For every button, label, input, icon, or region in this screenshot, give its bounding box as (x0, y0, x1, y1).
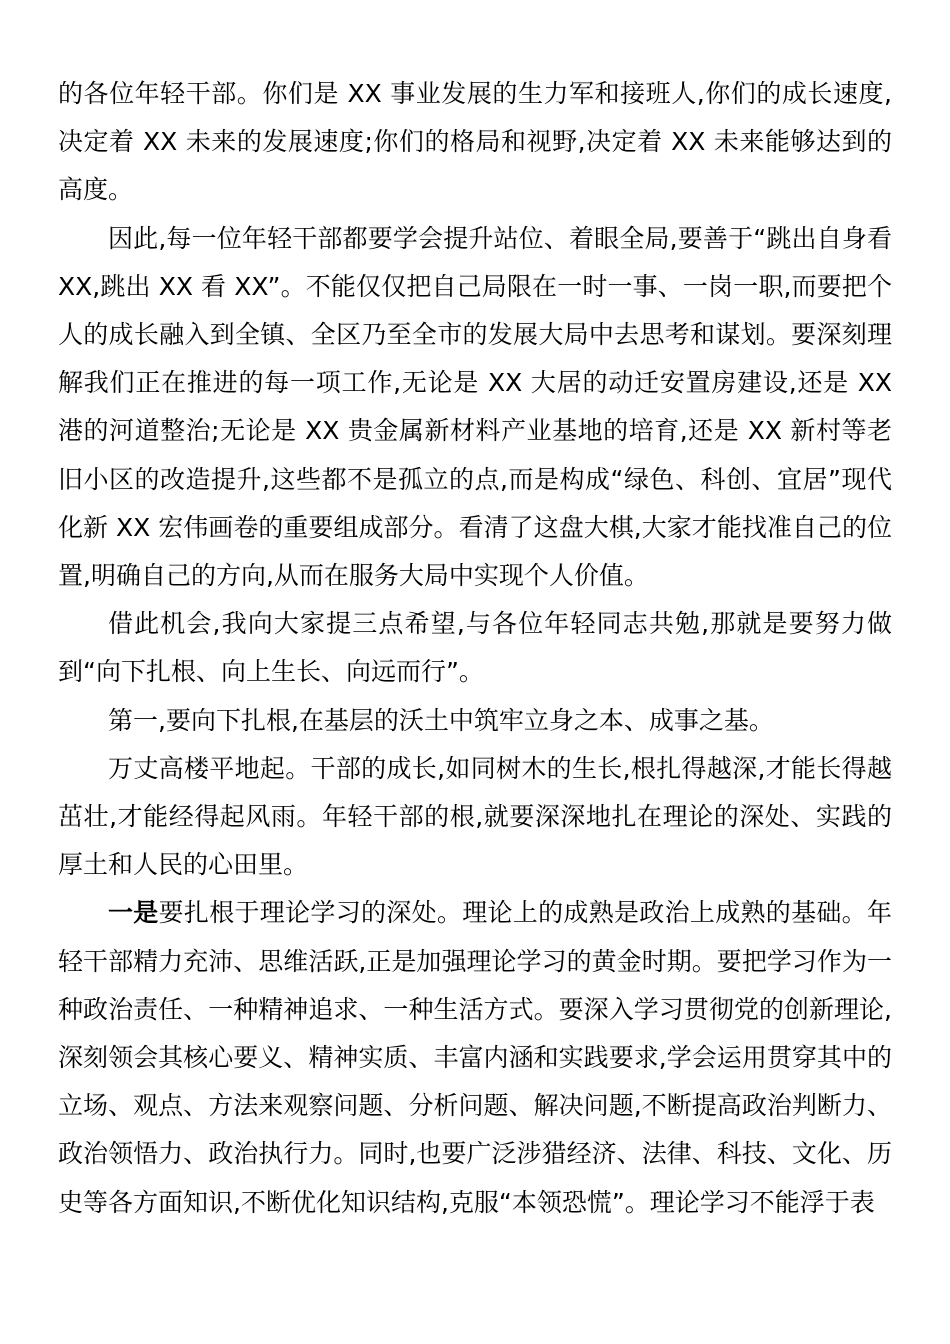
paragraph-1: 的各位年轻干部。你们是 XX 事业发展的生力军和接班人,你们的成长速度,决定着 XX 未来的发展速度;你们的格局和视野,决定着 XX 未来能够达到的高度。 (58, 79, 892, 205)
paragraph-2: 因此,每一位年轻干部都要学会提升站位、着眼全局,要善于“跳出自身看 XX,跳出 XX 看 XX”。不能仅仅把自己局限在一时一事、一岗一职,而要把个人的成长融入到全镇、全区乃至全市的发展大局中去思考和谋划。要深刻理解我们正在推进的每一项工作,无论是 XX 大居的动迁安置房建设,还是 XX 港的河道整治;无论是 XX 贵金属新材料产业基地的培育,还是 XX 新村等老旧小区的改造提升,这些都不是孤立的点,而是构成“绿色、科创、宜居”现代化新 XX 宏伟画卷的重要组成部分。看清了这盘大棋,大家才能找准自己的位置,明确自己的方向,从而在服务大局中实现个人价值。 (58, 223, 892, 591)
paragraph-6-text: 要扎根于理论学习的深处。理论上的成熟是政治上成熟的基础。年轻干部精力充沛、思维活跃,正是加强理论学习的黄金时期。要把学习作为一种政治责任、一种精神追求、一种生活方式。要深入学习贯彻党的创新理论,深刻领会其核心要义、精神实质、丰富内涵和实践要求,学会运用贯穿其中的立场、观点、方法来观察问题、分析问题、解决问题,不断提高政治判断力、政治领悟力、政治执行力。同时,也要广泛涉猎经济、法律、科技、文化、历史等各方面知识,不断优化知识结构,克服“本领恐慌”。理论学习不能浮于表 (58, 898, 892, 1217)
document-page (58, 70, 892, 1227)
paragraph-6 (58, 889, 892, 1226)
paragraph-3: 借此机会,我向大家提三点希望,与各位年轻同志共勉,那就是要努力做到“向下扎根、向上生长、向远而行”。 (58, 609, 892, 687)
section-heading-1: 第一,要向下扎根,在基层的沃土中筑牢立身之本、成事之基。 (108, 705, 774, 735)
paragraph-6-lead: 一是 (108, 898, 159, 928)
paragraph-5: 万丈高楼平地起。干部的成长,如同树木的生长,根扎得越深,才能长得越茁壮,才能经得起风雨。年轻干部的根,就要深深地扎在理论的深处、实践的厚土和人民的心田里。 (58, 753, 892, 880)
